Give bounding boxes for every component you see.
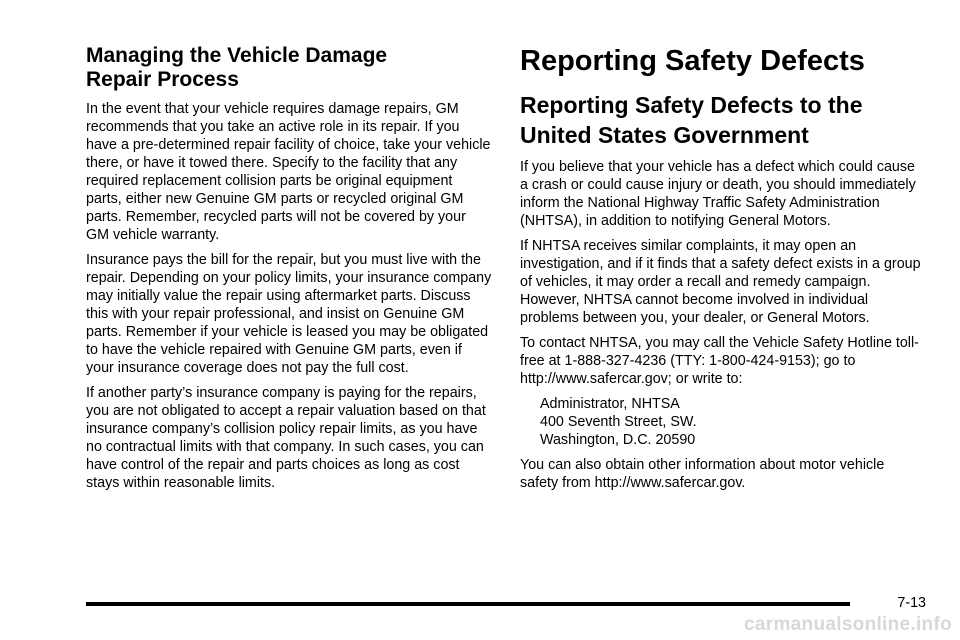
section-title-line-1: Managing the Vehicle Damage [86,44,388,67]
paragraph-damage-repairs: In the event that your vehicle requires damage repairs, GM recommends that you take an active role in its repair. If you have a pre-determined repair facility of choice, take your vehicle there, or have it towed there. Specify to the facility that any required replacement collision parts be original equipment parts, either new Genuine GM parts or recycled original GM parts. Remember, recycled parts will not be covered by your GM vehicle warranty. [86,101,491,243]
address-line-1: Administrator, NHTSA [540,396,680,412]
subsection-title-line-1: Reporting Safety Defects to the [520,92,863,118]
section-title-line-2: Repair Process [86,68,239,91]
watermark: carmanualsonline.info [744,614,952,635]
address-line-2: 400 Seventh Street, SW. [540,414,697,430]
paragraph-nhtsa-complaints: If NHTSA receives similar complaints, it may open an investigation, and if it finds that a safety defect exists in a group of vehicles, it may order a recall and remedy campaign. However, NHTSA cannot become involved in individual problems between you, your dealer, or General Motors. [520,238,921,326]
left-column [86,44,492,499]
subsection-title-us-government [520,90,926,150]
right-column [520,44,926,499]
major-title-reporting-safety-defects: Reporting Safety Defects [520,45,865,77]
section-title-damage-repair [86,44,492,92]
paragraph-insurance-pays: Insurance pays the bill for the repair, but you must live with the repair. Depending on your policy limits, your insurance company may initially value the repair using aftermarket parts. Discuss this with your repair professional, and insist on Genuine GM parts. Remember if your vehicle is leased you may be obligated to have the vehicle repaired with Genuine GM parts, even if your insurance coverage does not pay the full cost. [86,252,492,376]
paragraph-another-party: If another party’s insurance company is paying for the repairs, you are not obligated to accept a repair valuation based on that insurance company’s collision policy repair limits, as you have no contractual limits with that company. In such cases, you can have control of the repair and parts choices as long as cost stays within reasonable limits. [86,385,486,491]
nhtsa-address [540,395,926,449]
paragraph-other-information: You can also obtain other information about motor vehicle safety from http://www.safercar.gov. [520,457,885,491]
footer-rule [86,602,850,606]
paragraph-believe-defect: If you believe that your vehicle has a defect which could cause a crash or could cause injury or death, you should immediately inform the National Highway Traffic Safety Administration (NHTSA), in addition to notifying General Motors. [520,159,916,229]
page-number: 7-13 [897,595,926,611]
address-line-3: Washington, D.C. 20590 [540,432,696,448]
paragraph-contact-nhtsa: To contact NHTSA, you may call the Vehicle Safety Hotline toll-free at 1-888-327-4236 (TTY: 1-800-424-9153); go to http://www.safercar.gov; or write to: [520,335,919,387]
subsection-title-line-2: United States Government [520,122,809,148]
